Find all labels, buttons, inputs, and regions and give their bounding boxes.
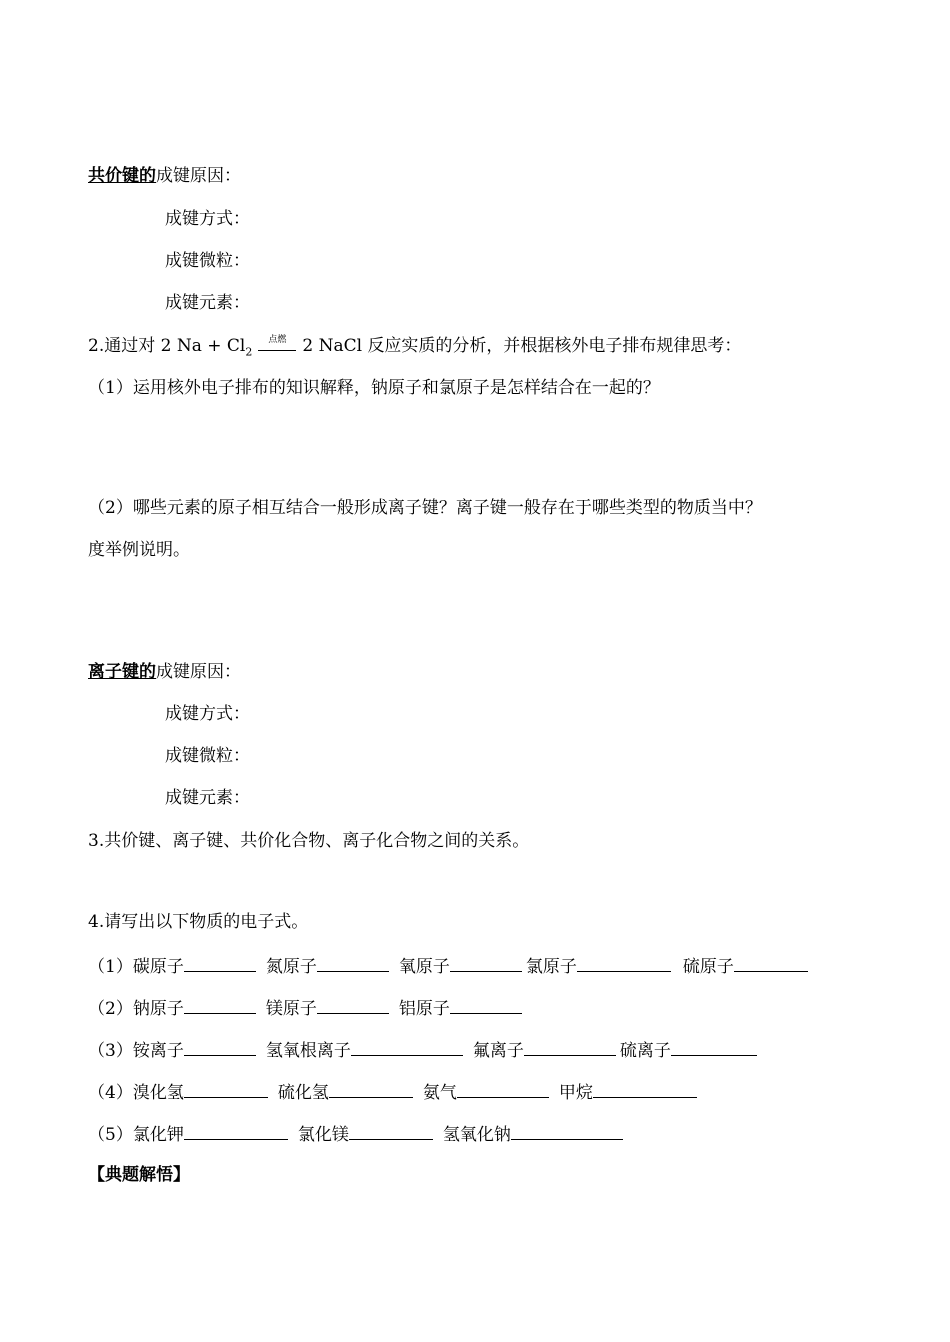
q4-row-3: [88, 1037, 761, 1063]
item-label: 氯原子: [525, 957, 577, 977]
item-label: 氢氧化钠: [442, 1125, 511, 1145]
q3-text: 3.共价键、离子键、共价化合物、离子化合物之间的关系。: [88, 831, 530, 851]
item-label: 甲烷: [558, 1083, 593, 1103]
q2-stem: [88, 334, 741, 364]
item-label: 钠原子: [132, 999, 184, 1019]
answer-blank[interactable]: [511, 1121, 623, 1140]
reaction-condition-label: 点燃: [268, 335, 287, 345]
q2-prefix: 2.通过对 2 Na + Cl: [88, 336, 246, 356]
ionic-particles: 成键微粒：: [165, 746, 250, 766]
item-label: 硫原子: [682, 957, 734, 977]
answer-blank[interactable]: [593, 1079, 697, 1098]
list-item: [278, 1079, 417, 1105]
list-item: [266, 1037, 467, 1063]
answer-blank[interactable]: [524, 1037, 616, 1056]
item-label: 氧原子: [398, 957, 450, 977]
list-item: [620, 1037, 761, 1063]
item-label: 氮原子: [265, 957, 317, 977]
ionic-heading: 离子键的: [88, 662, 156, 682]
item-label: 铵离子: [132, 1041, 184, 1061]
list-item: [266, 995, 393, 1021]
answer-blank[interactable]: [184, 995, 256, 1014]
q2-suffix: 2 NaCl 反应实质的分析，并根据核外电子排布规律思考：: [302, 336, 742, 356]
list-item: [399, 953, 526, 979]
list-item: [133, 995, 260, 1021]
q4-title: 4.请写出以下物质的电子式。: [88, 912, 309, 932]
q2-subscript: 2: [245, 345, 253, 359]
list-item: [423, 1079, 553, 1105]
list-item: [133, 1037, 260, 1063]
answer-blank[interactable]: [457, 1079, 549, 1098]
q2-part1: （1）运用核外电子排布的知识解释，钠原子和氯原子是怎样结合在一起的？: [88, 378, 660, 398]
row-prefix: （3）: [88, 1041, 133, 1061]
answer-blank[interactable]: [184, 953, 256, 972]
answer-blank[interactable]: [317, 953, 389, 972]
row-prefix: （4）: [88, 1083, 133, 1103]
item-label: 溴化氢: [132, 1083, 184, 1103]
item-label: 氢氧根离子: [265, 1041, 351, 1061]
answer-blank[interactable]: [351, 1037, 463, 1056]
q4-row-2: [88, 995, 526, 1021]
ionic-elements: 成键元素：: [165, 788, 250, 808]
list-item: [133, 953, 260, 979]
item-label: 硫离子: [619, 1041, 671, 1061]
answer-blank[interactable]: [184, 1079, 268, 1098]
q2-part2-cont: 度举例说明。: [88, 540, 190, 560]
covalent-mode: 成键方式：: [165, 209, 250, 229]
q4-row-1: [88, 953, 812, 979]
item-label: 碳原子: [132, 957, 184, 977]
item-label: 氟离子: [472, 1041, 524, 1061]
covalent-particles: 成键微粒：: [165, 251, 250, 271]
item-label: 镁原子: [265, 999, 317, 1019]
list-item: [559, 1079, 701, 1105]
q4-row-4: [88, 1079, 701, 1105]
ionic-heading-line: [88, 660, 241, 684]
section-title: 【典题解悟】: [88, 1165, 190, 1185]
answer-blank[interactable]: [329, 1079, 413, 1098]
answer-blank[interactable]: [184, 1037, 256, 1056]
answer-blank[interactable]: [450, 995, 522, 1014]
list-item: [266, 953, 393, 979]
list-item: [399, 995, 526, 1021]
reaction-condition: [258, 335, 296, 351]
answer-blank[interactable]: [317, 995, 389, 1014]
list-item: [526, 953, 675, 979]
answer-blank[interactable]: [671, 1037, 757, 1056]
list-item: [683, 953, 812, 979]
covalent-heading: 共价键的: [88, 166, 156, 186]
answer-blank[interactable]: [349, 1121, 433, 1140]
row-prefix: （2）: [88, 999, 133, 1019]
ionic-mode: 成键方式：: [165, 704, 250, 724]
item-label: 氯化镁: [297, 1125, 349, 1145]
row-prefix: （1）: [88, 957, 133, 977]
row-prefix: （5）: [88, 1125, 133, 1145]
covalent-elements: 成键元素：: [165, 293, 250, 313]
covalent-cause-label: 成键原因：: [156, 166, 241, 186]
answer-blank[interactable]: [184, 1121, 288, 1140]
item-label: 铝原子: [398, 999, 450, 1019]
item-label: 氯化钾: [132, 1125, 184, 1145]
list-item: [133, 1121, 292, 1147]
list-item: [298, 1121, 437, 1147]
answer-blank[interactable]: [577, 953, 671, 972]
list-item: [473, 1037, 620, 1063]
answer-blank[interactable]: [734, 953, 808, 972]
item-label: 氨气: [422, 1083, 457, 1103]
list-item: [133, 1079, 272, 1105]
ionic-cause-label: 成键原因：: [156, 662, 241, 682]
covalent-heading-line: [88, 164, 241, 188]
list-item: [443, 1121, 627, 1147]
item-label: 硫化氢: [277, 1083, 329, 1103]
answer-blank[interactable]: [450, 953, 522, 972]
q4-row-5: [88, 1121, 627, 1147]
q2-part2: （2）哪些元素的原子相互结合一般形成离子键？离子键一般存在于哪些类型的物质当中？: [88, 498, 762, 518]
